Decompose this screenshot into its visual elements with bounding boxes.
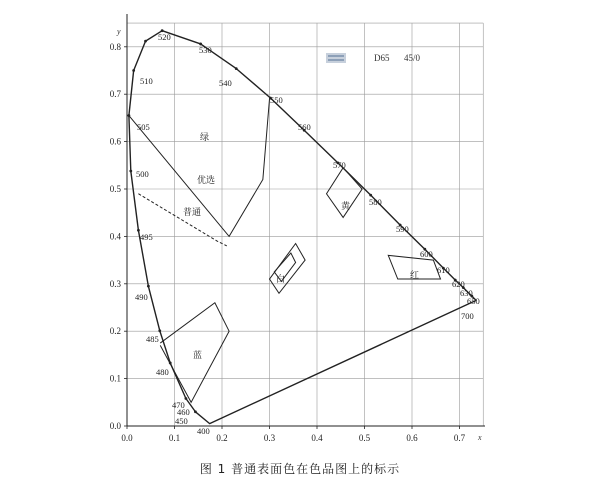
zone-label-blue: 蓝 (193, 351, 203, 361)
zone-label-white: 白 (276, 275, 286, 285)
y-tick-label: 0.0 (109, 421, 121, 431)
illuminant-label: D65 (374, 53, 390, 63)
wavelength-label-500: 500 (136, 169, 149, 179)
wavelength-label-560: 560 (298, 122, 311, 132)
x-tick-label: 0.0 (121, 433, 133, 443)
wavelength-label-550: 550 (270, 95, 283, 105)
locus-marker (194, 410, 197, 413)
locus-marker (147, 285, 150, 288)
y-tick-label: 0.7 (109, 89, 121, 100)
geometry-label: 45/0 (404, 53, 421, 63)
spectral-locus (127, 29, 476, 423)
wavelength-label-460: 460 (177, 407, 190, 417)
y-tick-label: 0.1 (109, 373, 121, 384)
y-tick-label: 0.5 (109, 184, 121, 194)
wavelength-label-630: 630 (460, 288, 473, 298)
x-tick-label: 0.1 (168, 433, 181, 443)
locus-marker (185, 397, 188, 400)
wavelength-label-450: 450 (175, 416, 188, 426)
wavelength-label-490: 490 (135, 292, 148, 302)
logo-mark (326, 53, 346, 63)
zone-white-boundary (270, 244, 306, 294)
wavelength-label-580: 580 (369, 197, 382, 207)
locus-marker (144, 40, 147, 43)
wavelength-label-505: 505 (137, 122, 150, 132)
locus-marker (132, 69, 135, 72)
wavelength-label-485: 485 (146, 334, 159, 344)
x-tick-label: 0.6 (406, 433, 418, 443)
wavelength-label-510: 510 (140, 76, 153, 86)
x-axis-name: x (478, 433, 482, 442)
wavelength-label-620: 620 (452, 279, 465, 289)
wavelength-label-530: 530 (199, 45, 212, 55)
locus-marker (158, 329, 161, 332)
x-tick-label: 0.3 (263, 433, 276, 443)
wavelength-label-495: 495 (140, 232, 153, 242)
y-tick-label: 0.2 (109, 326, 121, 337)
wavelength-label-520: 520 (158, 32, 171, 42)
wavelength-label-600: 600 (420, 249, 433, 259)
wavelength-label-400: 400 (197, 426, 210, 436)
wavelength-labels (135, 32, 480, 436)
x-tick-label: 0.7 (453, 433, 466, 443)
wavelength-label-590: 590 (396, 224, 409, 234)
x-tick-label: 0.4 (311, 433, 323, 443)
wavelength-label-650: 650 (467, 296, 480, 306)
spectral-locus-curve (129, 31, 476, 424)
grid-lines (127, 23, 483, 426)
zone-label-green: 绿 (200, 133, 210, 143)
color-zones (129, 98, 441, 402)
figure-caption: 图 1 普通表面色在色品图上的标示 (199, 462, 401, 476)
boundary-label-normal: 普通 (183, 208, 202, 218)
wavelength-label-700: 700 (461, 311, 474, 321)
boundary-label-preferred: 优选 (197, 176, 216, 186)
y-tick-label: 0.8 (109, 41, 121, 52)
zone-label-red: 红 (410, 271, 420, 281)
zone-label-yellow: 黄 (341, 202, 351, 212)
y-tick-label: 0.3 (109, 278, 121, 289)
wavelength-label-470: 470 (172, 400, 185, 410)
x-tick-label: 0.5 (358, 433, 371, 443)
y-tick-label: 0.4 (109, 231, 121, 242)
wavelength-label-540: 540 (219, 78, 232, 88)
locus-marker (235, 67, 238, 70)
wavelength-label-610: 610 (437, 265, 450, 275)
x-tick-label: 0.2 (216, 433, 228, 443)
wavelength-label-480: 480 (156, 367, 169, 377)
wavelength-label-570: 570 (333, 160, 346, 170)
locus-marker (129, 170, 132, 173)
y-axis-name: y (117, 27, 121, 36)
y-tick-label: 0.6 (109, 136, 121, 147)
